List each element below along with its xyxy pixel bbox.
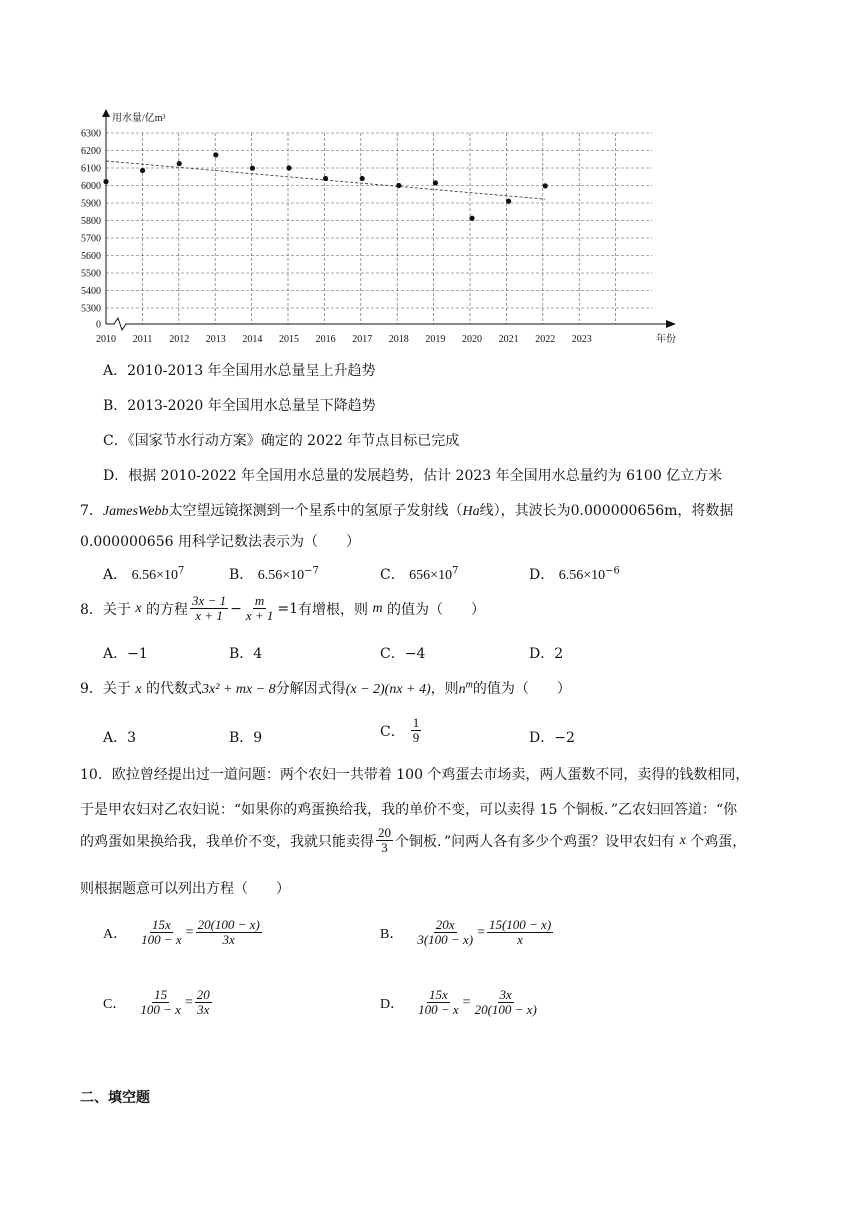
- q7-option-d: D． $6.56\times 10^{-6}$: [529, 565, 620, 583]
- q8-option-c: C．−4: [380, 646, 426, 662]
- q10-option-a: A． $\frac{15x}{100 - x}$ = $\frac{20(100 - x)}{3x}$: [103, 917, 260, 947]
- q7-stem-line1: 7．JamesWebb太空望远镜探测到一个星系中的氢原子发射线（Ha线），其波长为0.000000656m，将数据: [80, 503, 734, 519]
- y-tick-label: 5700: [81, 233, 101, 245]
- q10-option-b: B． $\frac{20x}{3(100 - x)}$ = $\frac{15(100 - x)}{x}$: [380, 917, 552, 947]
- x-tick-label: 2018: [388, 334, 409, 345]
- data-point: [360, 176, 365, 181]
- q8-fraction-1: $\frac{3x - 1}{x + 1}$: [192, 593, 227, 623]
- q9-option-d: D．−2: [529, 730, 575, 746]
- y-tick-label: 6200: [81, 146, 101, 157]
- q9-option-a: A．3: [103, 730, 137, 746]
- data-point: [177, 161, 182, 166]
- q8-option-a: A．−1: [103, 646, 148, 662]
- data-point: [103, 179, 108, 184]
- water-usage-chart: [70, 105, 690, 350]
- q8-option-d: D．2: [529, 646, 564, 662]
- q7-stem-line2: 0.000000656 用科学记数法表示为（ ）: [80, 534, 360, 550]
- y-tick-label: 5500: [81, 268, 101, 280]
- x-tick-label: 2017: [352, 334, 373, 345]
- x-axis: [106, 318, 670, 330]
- x-tick-label: 2012: [169, 334, 190, 345]
- q6-option-d: D．根据 2010-2022 年全国用水总量的发展趋势，估计 2023 年全国用水总量约为 6100 亿立方米: [103, 468, 723, 484]
- data-point: [433, 180, 438, 185]
- q10-stem-line3: 的鸡蛋如果换给我，我单价不变，我就只能卖得 $\frac{20}{3}$ 个铜板．”问两人各有多少个鸡蛋？设甲农妇有 x 个鸡蛋，: [80, 825, 747, 855]
- y-tick-label: 5300: [81, 303, 101, 315]
- x-axis-arrow: [666, 320, 676, 328]
- q10-option-c: C． $\frac{15}{100 - x}$ = $\frac{20}{3x}$: [103, 987, 210, 1017]
- data-point: [396, 183, 401, 188]
- y-tick-label: 5600: [81, 251, 101, 262]
- y-tick-label: 5400: [81, 286, 101, 297]
- y-tick-label: 6300: [81, 128, 101, 140]
- x-tick-label: 2014: [242, 334, 263, 345]
- q10-stem-line4: 则根据题意可以列出方程（ ）: [80, 881, 290, 897]
- q9-option-c: C． $\frac{1}{9}$: [380, 715, 420, 745]
- data-point: [140, 168, 145, 173]
- x-tick-label: 2021: [498, 334, 519, 345]
- x-tick-label: 2019: [425, 334, 446, 345]
- data-point: [323, 176, 328, 181]
- x-tick-label: 2010: [96, 334, 116, 345]
- q9-option-b: B．9: [229, 730, 263, 746]
- x-tick-label: 2022: [535, 334, 556, 345]
- q7-option-b: B． $6.56\times 10^{-7}$: [229, 565, 319, 583]
- data-point: [286, 165, 291, 170]
- y-tick-label: 6100: [81, 163, 101, 175]
- x-tick-label: 2015: [279, 334, 299, 345]
- y-tick-label: 5900: [81, 198, 101, 210]
- q9-stem: 9．关于 x 的代数式3x² + mx − 8分解因式得(x − 2)(nx + 4)，则$n^m$的值为（ ）: [80, 679, 571, 697]
- q10-option-d: D． $\frac{15x}{100 - x}$ = $\frac{3x}{20(100 - x)}$: [380, 987, 537, 1017]
- y-axis-label: 用水量/亿m³: [112, 113, 166, 124]
- y-tick-label: 5800: [81, 216, 101, 227]
- q8-fraction-2: $\frac{m}{x + 1}$: [245, 593, 274, 623]
- y-tick-label: 6000: [81, 181, 101, 192]
- y-tick-label: 0: [96, 319, 101, 331]
- q7-option-c: C． $656\times 10^7$: [380, 565, 459, 583]
- q6-option-c: C．《国家节水行动方案》确定的 2022 年节点目标已完成: [103, 433, 460, 449]
- q8-option-b: B．4: [229, 646, 263, 662]
- section-heading-fill-in: 二、填空题: [80, 1090, 150, 1106]
- data-point: [469, 216, 474, 221]
- x-tick-label: 2020: [462, 334, 482, 345]
- x-axis-label: 年份: [656, 334, 676, 345]
- x-tick-label: 2023: [571, 334, 592, 345]
- data-point: [250, 166, 255, 171]
- q10-stem-line1: 10．欧拉曾经提出过一道问题：两个农妇一共带着 100 个鸡蛋去市场卖，两人蛋数不同，卖得的钱数相同，: [80, 767, 750, 783]
- q8-stem: 8．关于 x 的方程 $\frac{3x - 1}{x + 1}$ − $\frac{m}{x + 1}$ =1 有增根，则 m 的值为（ ）: [80, 593, 486, 623]
- q7-option-a: A． $6.56\times 10^7$: [103, 565, 185, 583]
- data-point: [506, 199, 511, 204]
- x-tick-label: 2016: [315, 334, 336, 345]
- q6-option-b: B．2013-2020 年全国用水总量呈下降趋势: [103, 398, 376, 414]
- q6-option-a: A．2010-2013 年全国用水总量呈上升趋势: [103, 363, 376, 379]
- q10-stem-line2: 于是甲农妇对乙农妇说：“如果你的鸡蛋换给我，我的单价不变，可以卖得 15 个铜板．”乙农妇回答道：“你: [80, 802, 738, 818]
- y-axis-arrow: [102, 109, 110, 117]
- data-point: [213, 152, 218, 157]
- x-tick-label: 2013: [205, 334, 226, 345]
- data-point: [543, 183, 548, 188]
- x-tick-label: 2011: [132, 334, 153, 345]
